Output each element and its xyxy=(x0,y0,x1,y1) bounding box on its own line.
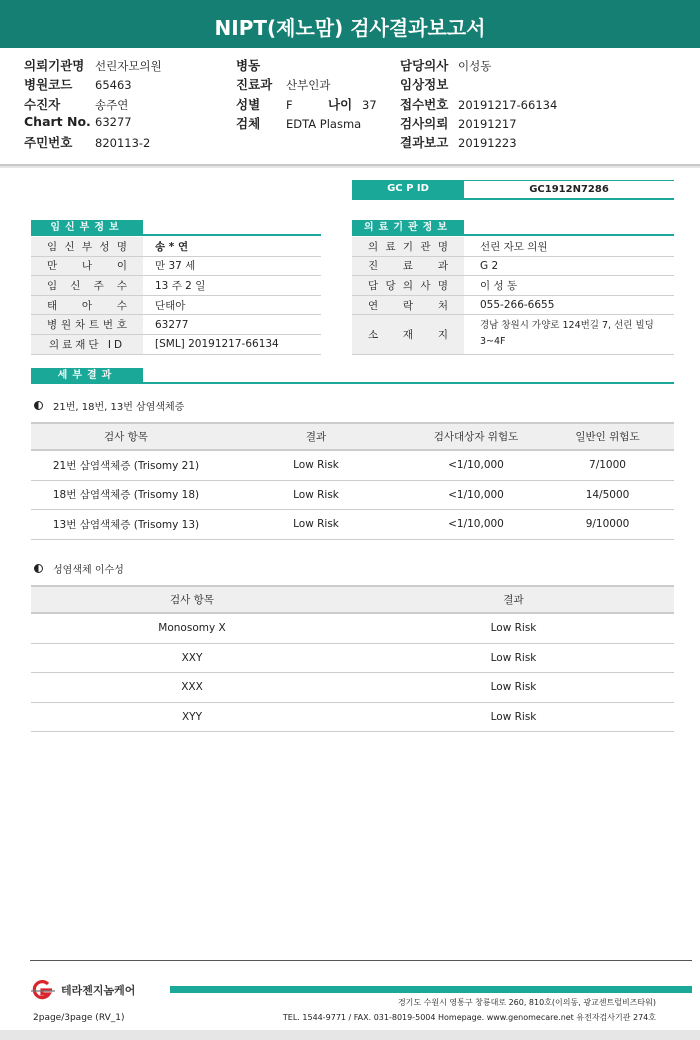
half-circle-icon xyxy=(34,564,43,573)
header-label: 병동 xyxy=(236,58,261,73)
page-number: 2page/3page (RV_1) xyxy=(33,1013,125,1023)
info-label: 담 당 의 사 명 xyxy=(352,276,464,295)
footer-address: 경기도 수원시 영통구 창룡대로 260, 810호(이의동, 광교센트럴비즈타워) xyxy=(397,998,656,1007)
trisomy-subheading-text: 21번, 18번, 13번 삼염색체증 xyxy=(53,402,185,413)
header-label: 주민번호 xyxy=(24,135,73,151)
table-cell: XYY xyxy=(181,710,203,723)
table-cell: Low Risk xyxy=(293,518,339,531)
header-label: 접수번호 xyxy=(400,96,449,112)
table-header-cell: 검사 항목 xyxy=(170,594,214,606)
half-circle-icon xyxy=(34,401,43,410)
table-header-cell: 일반인 위험도 xyxy=(575,431,640,443)
header-value: 20191217-66134 xyxy=(458,97,558,112)
table-header-cell: 검사 항목 xyxy=(104,431,148,443)
detail-results-title: 세부결과 xyxy=(31,368,143,384)
table-cell: Low Risk xyxy=(490,710,537,723)
table-cell: 7/1000 xyxy=(589,459,626,472)
table-header-cell: 결과 xyxy=(305,431,327,443)
company-name: 테라젠지놈케어 xyxy=(61,984,136,997)
sex-chromosome-table xyxy=(31,585,674,732)
table-row xyxy=(31,451,674,481)
sex-chromosome-subheading xyxy=(34,561,124,576)
table-cell: <1/10,000 xyxy=(448,488,504,501)
info-label: 의 료 기 관 명 xyxy=(352,237,464,256)
info-row xyxy=(31,335,321,355)
table-row xyxy=(31,703,674,733)
info-label: 태 아 수 xyxy=(31,296,143,315)
genome-logo-icon xyxy=(28,979,58,1001)
header-label: 담당의사 xyxy=(400,58,449,73)
header-label: 병원코드 xyxy=(24,77,73,93)
info-row xyxy=(31,276,321,296)
company-logo xyxy=(28,979,135,1001)
header-value: EDTA Plasma xyxy=(286,116,362,131)
pregnant-info-table xyxy=(31,237,321,355)
header-value: 63277 xyxy=(95,114,132,129)
table-header-row xyxy=(31,585,674,614)
gcp-id-box xyxy=(352,180,674,200)
info-value: 만 37 세 xyxy=(155,260,196,273)
report-header xyxy=(0,48,700,164)
header-label: 의뢰기관명 xyxy=(24,58,85,73)
footer-accent-bar xyxy=(170,986,692,993)
table-cell: <1/10,000 xyxy=(448,459,504,472)
header-label: 진료과 xyxy=(236,77,273,93)
info-value: 63277 xyxy=(155,318,189,331)
info-value: G 2 xyxy=(480,259,499,272)
table-row xyxy=(31,481,674,511)
institution-info-title: 의료기관정보 xyxy=(352,220,464,236)
info-row xyxy=(352,257,674,277)
sex-chromosome-subheading-text: 성염색체 이수성 xyxy=(53,565,124,576)
info-row xyxy=(352,276,674,296)
pregnant-info-header xyxy=(31,220,321,236)
footer-contact: TEL. 1544-9771 / FAX. 031-8019-5004 Homepage. www.genomecare.net 유전자검사기관 274호 xyxy=(282,1013,656,1022)
header-label: 임상정보 xyxy=(400,77,449,93)
table-cell: Low Risk xyxy=(490,622,537,635)
header-label: 성별 xyxy=(236,96,261,112)
table-cell: <1/10,000 xyxy=(448,518,504,531)
header-col-1 xyxy=(24,56,162,152)
header-age-label: 나이 xyxy=(328,96,353,112)
header-col-2 xyxy=(236,56,377,133)
header-label: 검체 xyxy=(236,115,261,131)
pregnant-info-title: 임신부정보 xyxy=(31,220,143,236)
table-cell: Low Risk xyxy=(293,488,339,501)
info-row xyxy=(352,296,674,316)
table-header-row xyxy=(31,422,674,451)
info-value: 이 성 동 xyxy=(480,279,518,292)
detail-results-header xyxy=(31,368,674,384)
table-cell: 14/5000 xyxy=(585,488,630,501)
info-value: 경남 창원시 가양로 124번길 7, 선린 빌딩 3~4F xyxy=(480,320,654,348)
info-label: 연 락 처 xyxy=(352,296,464,315)
header-age-value: 37 xyxy=(362,97,377,112)
info-value: 055-266-6655 xyxy=(480,299,555,312)
header-label: 검사의뢰 xyxy=(400,115,449,131)
table-cell: Low Risk xyxy=(293,459,339,472)
info-row xyxy=(31,315,321,335)
info-row xyxy=(352,315,674,354)
info-label: 진 료 과 xyxy=(352,257,464,276)
table-row xyxy=(31,673,674,703)
table-cell: 13번 삼염색체증 (Trisomy 13) xyxy=(52,518,200,531)
institution-info-header xyxy=(352,220,674,236)
trisomy-table xyxy=(31,422,674,540)
table-cell: 18번 삼염색체증 (Trisomy 18) xyxy=(52,489,200,502)
header-value: F xyxy=(286,97,293,112)
header-value: 송주연 xyxy=(95,97,129,112)
table-cell: Monosomy X xyxy=(158,622,226,635)
header-label: 수진자 xyxy=(24,96,61,112)
info-row xyxy=(31,257,321,277)
trisomy-subheading xyxy=(34,398,184,413)
info-value: 송 * 연 xyxy=(155,240,189,253)
table-row xyxy=(31,644,674,674)
info-label: 의료재단 ID xyxy=(31,335,143,354)
info-value: 13 주 2 일 xyxy=(155,279,206,292)
table-cell: XXX xyxy=(181,681,203,694)
header-divider xyxy=(0,164,700,166)
header-col-3 xyxy=(400,56,557,152)
info-value: 단태아 xyxy=(155,299,186,312)
table-cell: Low Risk xyxy=(490,681,537,694)
table-cell: XXY xyxy=(181,651,203,664)
info-row xyxy=(31,296,321,316)
info-label: 소 재 지 xyxy=(352,315,464,353)
report-title: NIPT(제노맘) 검사결과보고서 xyxy=(0,0,700,48)
header-label: Chart No. xyxy=(24,113,91,129)
info-label: 만 나 이 xyxy=(31,257,143,276)
footer-divider xyxy=(30,960,692,961)
gcp-id-value: GC1912N7286 xyxy=(464,180,674,198)
info-label: 임 신 주 수 xyxy=(31,276,143,295)
header-value: 산부인과 xyxy=(286,78,331,93)
gcp-id-label: GC P ID xyxy=(352,180,464,198)
table-row xyxy=(31,614,674,644)
info-row xyxy=(31,237,321,257)
header-value: 65463 xyxy=(95,78,132,93)
header-value: 20191223 xyxy=(458,136,517,151)
table-row xyxy=(31,510,674,540)
header-value: 선린자모의원 xyxy=(95,59,162,73)
table-header-cell: 결과 xyxy=(503,594,524,606)
institution-info-table xyxy=(352,237,674,355)
info-value: 선린 자모 의원 xyxy=(480,240,548,253)
header-value: 20191217 xyxy=(458,116,517,131)
info-value: [SML] 20191217-66134 xyxy=(155,338,279,351)
header-value: 820113-2 xyxy=(95,136,151,151)
info-label: 병 원 차 트 번 호 xyxy=(31,315,143,334)
report-body xyxy=(0,168,700,1030)
table-header-cell: 검사대상자 위험도 xyxy=(433,431,519,443)
header-label: 결과보고 xyxy=(400,135,449,151)
info-row xyxy=(352,237,674,257)
table-cell: 9/10000 xyxy=(585,518,630,531)
table-cell: 21번 삼염색체증 (Trisomy 21) xyxy=(52,459,200,472)
table-cell: Low Risk xyxy=(490,651,537,664)
info-label: 임 신 부 성 명 xyxy=(31,237,143,256)
header-value: 이성동 xyxy=(458,59,492,73)
